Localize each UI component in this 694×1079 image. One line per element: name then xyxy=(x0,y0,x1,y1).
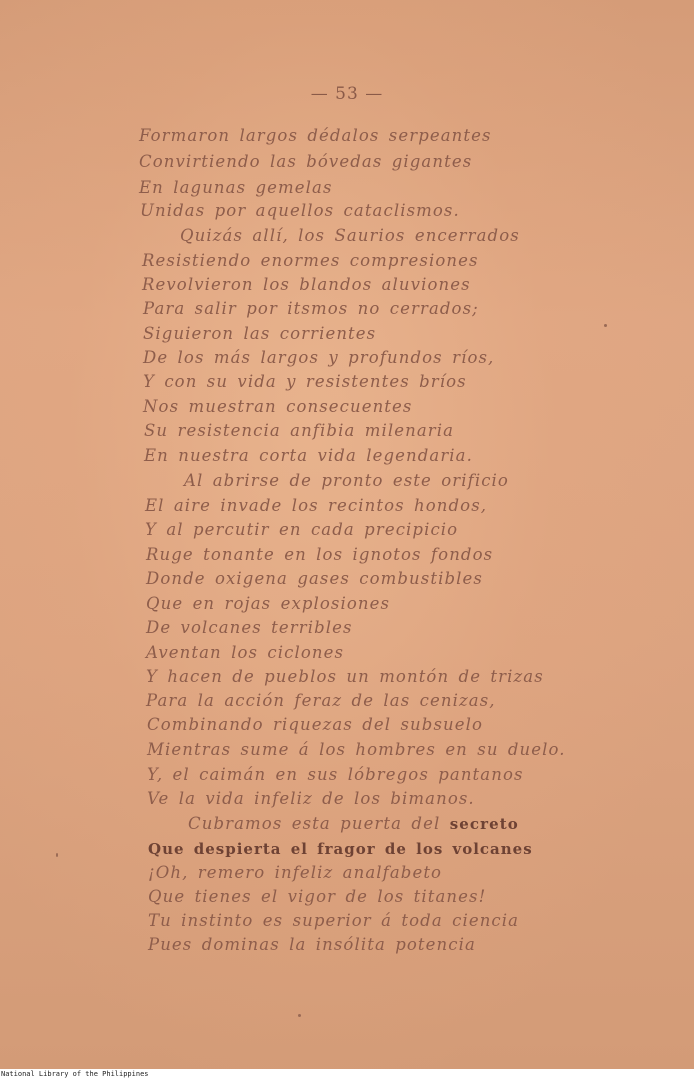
poem-line: Que tienes el vigor de los titanes! xyxy=(148,887,487,906)
poem-line: Para salir por itsmos no cerrados; xyxy=(143,299,479,318)
poem-line: Ve la vida infeliz de los bimanos. xyxy=(147,789,475,808)
poem-line: Combinando riquezas del subsuelo xyxy=(147,715,484,734)
poem-line: Formaron largos dédalos serpeantes xyxy=(139,126,492,145)
paper-speck xyxy=(298,1014,301,1017)
footer-bar xyxy=(0,1069,694,1079)
poem-line: De los más largos y profundos ríos, xyxy=(143,348,495,367)
poem-line-italic-part: Cubramos esta puerta del xyxy=(188,814,441,833)
paper-speck xyxy=(604,324,607,327)
poem-line: Que en rojas explosiones xyxy=(146,594,391,613)
poem-line: Resistiendo enormes compresiones xyxy=(142,251,479,270)
poem-line: Su resistencia anfibia milenaria xyxy=(144,421,455,440)
poem-line: Y con su vida y resistentes bríos xyxy=(143,372,467,391)
poem-line: Y al percutir en cada precipicio xyxy=(145,520,459,539)
poem-line-bold-part: secreto xyxy=(449,815,519,833)
library-attribution: National Library of the Philippines xyxy=(1,1070,149,1078)
poem-line: Para la acción feraz de las cenizas, xyxy=(146,691,496,710)
poem-line: Convirtiendo las bóvedas gigantes xyxy=(139,152,473,171)
paper-speck xyxy=(56,853,58,857)
poem-line: Unidas por aquellos cataclismos. xyxy=(140,201,460,220)
poem-line: En lagunas gemelas xyxy=(139,178,333,197)
poem-line: ¡Oh, remero infeliz analfabeto xyxy=(148,863,443,882)
poem-line xyxy=(188,814,519,833)
poem-line: Ruge tonante en los ignotos fondos xyxy=(146,545,494,564)
poem-line: Siguieron las corrientes xyxy=(143,324,377,343)
poem-line: Revolvieron los blandos aluviones xyxy=(142,275,471,294)
poem-line: El aire invade los recintos hondos, xyxy=(145,496,488,515)
poem-line: Pues dominas la insólita potencia xyxy=(148,935,476,954)
poem-line: Que despierta el fragor de los volcanes xyxy=(148,840,533,858)
poem-line: Nos muestran consecuentes xyxy=(143,397,413,416)
poem-line: Y hacen de pueblos un montón de trizas xyxy=(146,667,544,686)
poem-line: Quizás allí, los Saurios encerrados xyxy=(180,226,520,245)
poem-line: Al abrirse de pronto este orificio xyxy=(184,471,509,490)
poem-line: Tu instinto es superior á toda ciencia xyxy=(148,911,520,930)
poem-line: Aventan los ciclones xyxy=(146,643,345,662)
page-number: — 53 — xyxy=(310,84,384,104)
poem-line: En nuestra corta vida legendaria. xyxy=(144,446,473,465)
poem-line: Donde oxigena gases combustibles xyxy=(146,569,483,588)
poem-line: Mientras sume á los hombres en su duelo. xyxy=(147,740,566,759)
poem-line: Y, el caimán en sus lóbregos pantanos xyxy=(147,765,524,784)
poem-line: De volcanes terribles xyxy=(146,618,353,637)
